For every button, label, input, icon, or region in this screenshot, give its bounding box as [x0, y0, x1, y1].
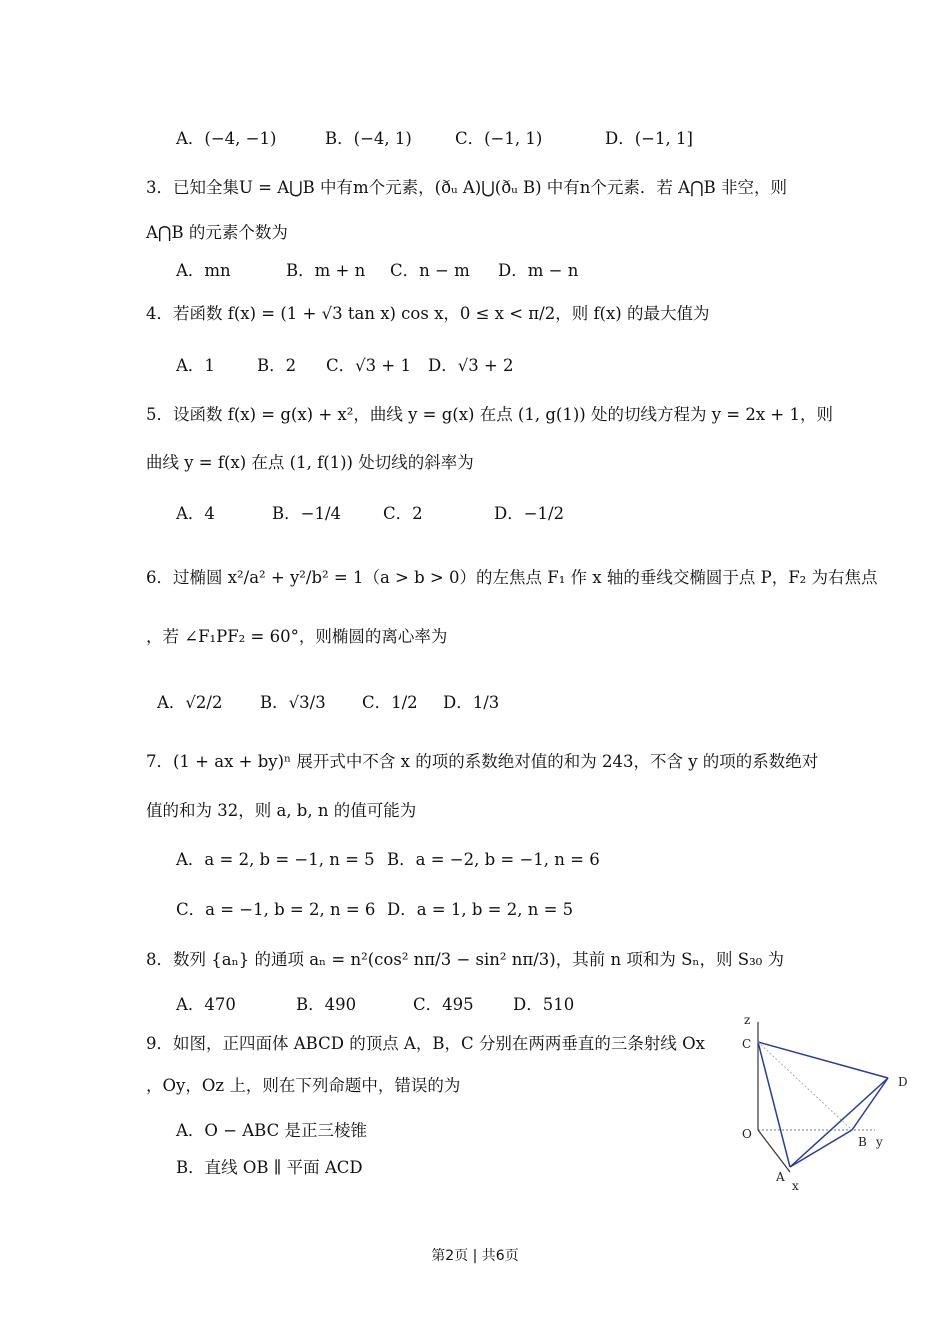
q5-option-d: D．−1/2 [494, 504, 565, 523]
q9-option-a: A．O − ABC 是正三棱锥 [176, 1121, 367, 1140]
q5-stem-line2: 曲线 y = f(x) 在点 (1, f(1)) 处切线的斜率为 [146, 453, 474, 472]
q8-option-b: B．490 [296, 995, 357, 1014]
edge-ad [790, 1078, 888, 1167]
q5-option-a: A．4 [176, 504, 215, 523]
label-d: D [898, 1075, 908, 1089]
q7-option-c: C．a = −1, b = 2, n = 6 [176, 900, 376, 919]
edge-bd [852, 1078, 888, 1130]
label-x: x [792, 1179, 799, 1193]
q3-stem-line2: A⋂B 的元素个数为 [146, 223, 288, 242]
label-a: A [776, 1170, 785, 1184]
q7-option-b: B．a = −2, b = −1, n = 6 [387, 850, 600, 869]
q9-option-b: B．直线 OB ∥ 平面 ACD [176, 1158, 363, 1177]
q5-option-b: B．−1/4 [272, 504, 342, 523]
q5-stem-line1: 5．设函数 f(x) = g(x) + x²，曲线 y = g(x) 在点 (1, g(1)) 处的切线方程为 y = 2x + 1，则 [146, 405, 833, 424]
edge-cd [758, 1042, 888, 1078]
page-footer: 第2页 | 共6页 [431, 1248, 519, 1264]
q2-option-b: B．(−4, 1) [325, 129, 412, 148]
q3-option-c: C．n − m [390, 261, 470, 280]
q4-option-a: A．1 [176, 356, 215, 375]
q8-stem-line1: 8．数列 {aₙ} 的通项 aₙ = n²(cos² nπ/3 − sin² nπ/3)，其前 n 项和为 Sₙ，则 S₃₀ 为 [146, 950, 785, 969]
q6-option-a: A．√2/2 [157, 693, 223, 712]
q8-option-a: A．470 [176, 995, 236, 1014]
q8-option-d: D．510 [513, 995, 575, 1014]
label-c: C [742, 1037, 752, 1051]
q9-stem-line1: 9．如图，正四面体 ABCD 的顶点 A，B，C 分别在两两垂直的三条射线 Ox [146, 1034, 705, 1053]
q6-stem-line2: ，若 ∠F₁PF₂ = 60°，则椭圆的离心率为 [146, 627, 448, 646]
q7-option-a: A．a = 2, b = −1, n = 5 [176, 850, 375, 869]
label-z: z [744, 1013, 751, 1027]
edge-ca [758, 1042, 790, 1167]
edge-ab [790, 1130, 852, 1167]
q4-option-d: D．√3 + 2 [428, 356, 514, 375]
q2-option-d: D．(−1, 1] [605, 129, 693, 148]
q4-option-c: C．√3 + 1 [326, 356, 411, 375]
q8-option-c: C．495 [413, 995, 474, 1014]
q3-stem-line1: 3．已知全集U = A⋃B 中有m个元素，(ðᵤ A)⋃(ðᵤ B) 中有n个元素．若 A⋂B 非空，则 [146, 178, 787, 197]
q7-option-d: D．a = 1, b = 2, n = 5 [387, 900, 574, 919]
q6-option-c: C．1/2 [362, 693, 418, 712]
q6-option-d: D．1/3 [443, 693, 500, 712]
q3-option-a: A．mn [176, 261, 231, 280]
tetrahedron-figure [730, 1010, 920, 1195]
label-y: y [876, 1135, 883, 1149]
q4-stem-line1: 4．若函数 f(x) = (1 + √3 tan x) cos x，0 ≤ x < π/2，则 f(x) 的最大值为 [146, 304, 710, 323]
q9-stem-line2: ，Oy，Oz 上，则在下列命题中，错误的为 [146, 1076, 461, 1095]
q4-option-b: B．2 [257, 356, 297, 375]
label-b: B [858, 1135, 867, 1149]
q7-stem-line2: 值的和为 32，则 a, b, n 的值可能为 [146, 801, 417, 820]
q3-option-b: B．m + n [286, 261, 366, 280]
q5-option-c: C．2 [383, 504, 423, 523]
q2-option-a: A．(−4, −1) [176, 129, 277, 148]
q6-stem-line1: 6．过椭圆 x²/a² + y²/b² = 1（a > b > 0）的左焦点 F₁ 作 x 轴的垂线交椭圆于点 P，F₂ 为右焦点 [146, 568, 878, 587]
q7-stem-line1: 7．(1 + ax + by)ⁿ 展开式中不含 x 的项的系数绝对值的和为 243，不含 y 的项的系数绝对 [146, 752, 819, 771]
label-o: O [742, 1127, 752, 1141]
q2-option-c: C．(−1, 1) [455, 129, 543, 148]
q3-option-d: D．m − n [498, 261, 579, 280]
q6-option-b: B．√3/3 [260, 693, 326, 712]
